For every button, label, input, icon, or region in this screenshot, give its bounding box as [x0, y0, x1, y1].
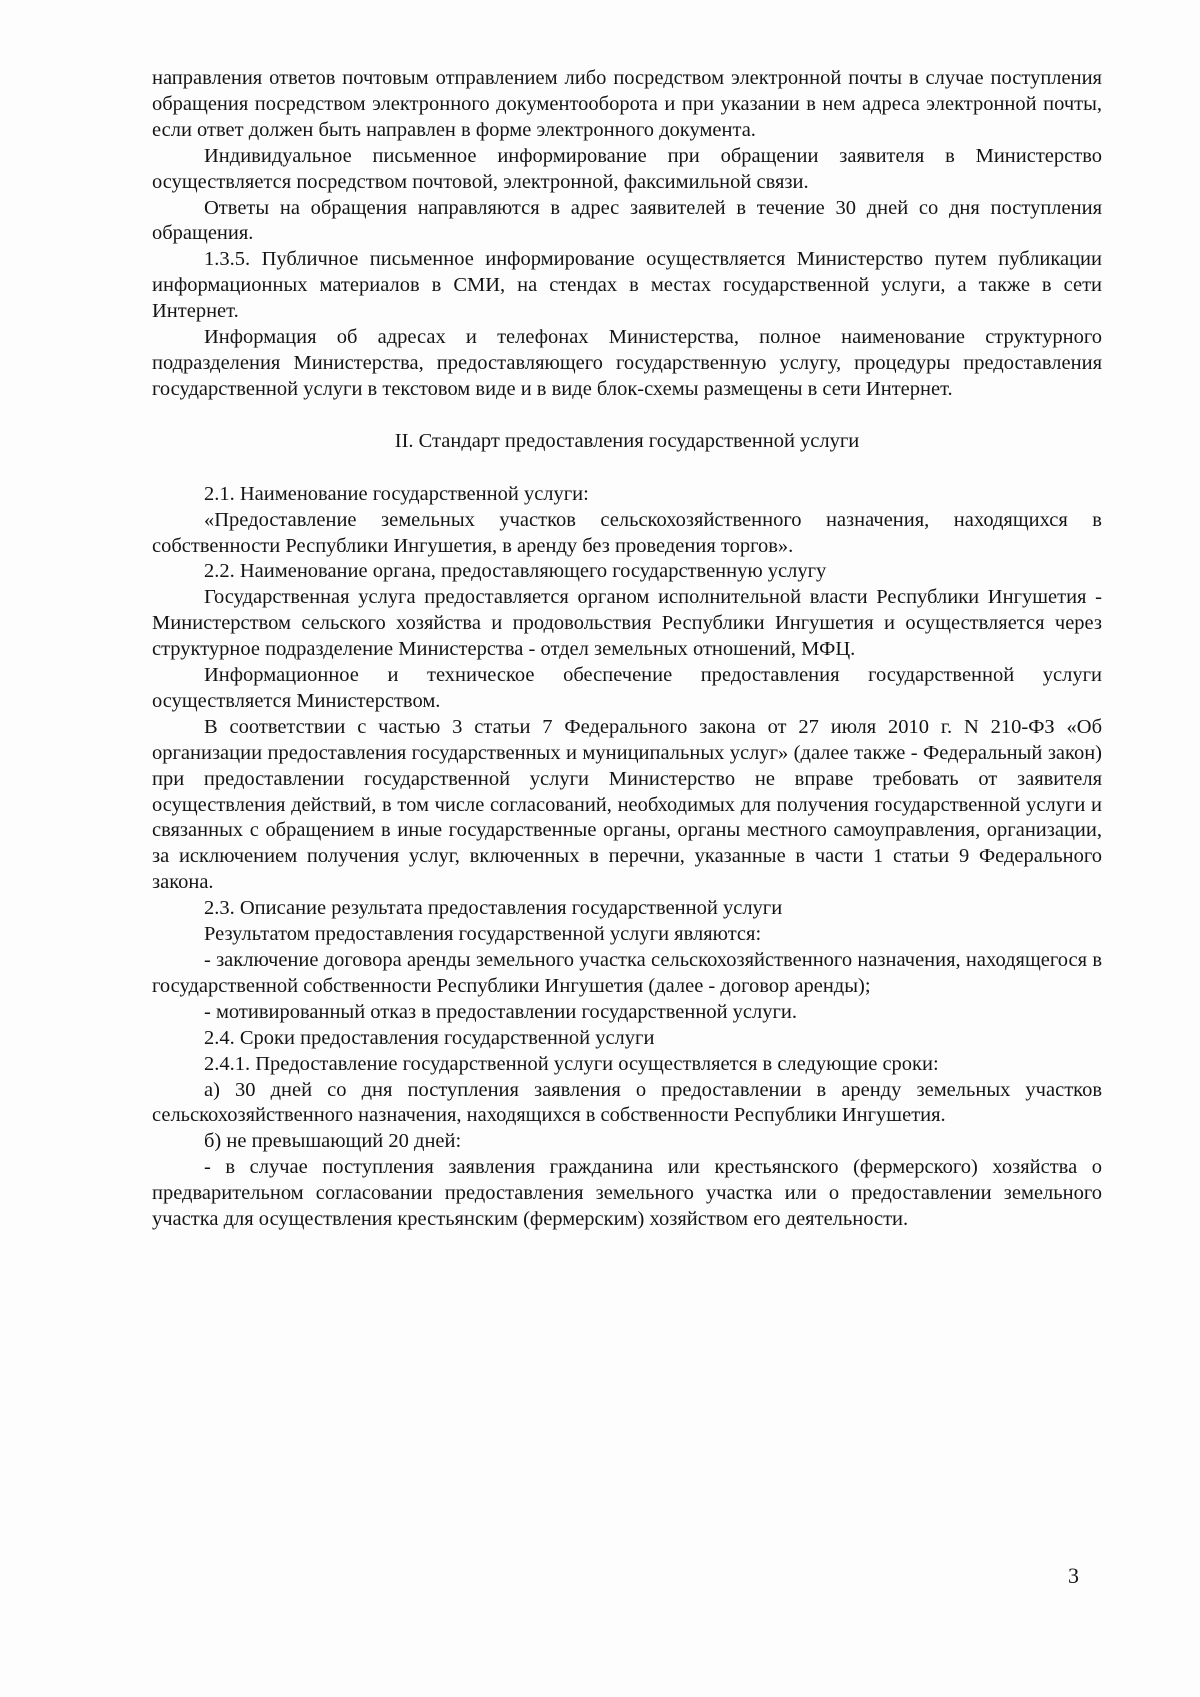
paragraph-technical-support: Информационное и техническое обеспечение предоставления государственной услуги осуществляется Министерством.	[152, 664, 1102, 712]
paragraph-2-4-1: 2.4.1. Предоставление государственной услуги осуществляется в следующие сроки:	[204, 1052, 939, 1075]
document-body	[152, 66, 1102, 1233]
paragraph-term-a: а) 30 дней со дня поступления заявления о предоставлении в аренду земельных участков сельскохозяйственного назначения, находящихся в собственности Республики Ингушетия.	[152, 1078, 1102, 1127]
page-number: 3	[1068, 1563, 1079, 1588]
paragraph-2-3: 2.3. Описание результата предоставления государственной услуги	[204, 897, 783, 920]
paragraph-1-3-5: 1.3.5. Публичное письменное информирование осуществляется Министерство путем публикации информационных материалов в СМИ, на стендах в местах государственной услуги, а также в сети Интернет.	[152, 248, 1102, 323]
paragraph-ministry-info: Информация об адресах и телефонах Министерства, полное наименование структурного подразделения Министерства, предоставляющего государственную услугу, процедуры предоставления государственной услуги в текстовом виде и в виде блок-схемы размещены в сети Интернет.	[152, 326, 1102, 400]
paragraph-result-lease: - заключение договора аренды земельного участка сельскохозяйственного назначения, находящегося в государственной собственности Республики Ингушетия (далее - договор аренды);	[152, 949, 1102, 997]
paragraph-result-refusal: - мотивированный отказ в предоставлении государственной услуги.	[204, 1000, 797, 1023]
paragraph-providing-authority: Государственная услуга предоставляется органом исполнительной власти Республики Ингушетия - Министерством сельского хозяйства и продовольствия Республики Ингушетия и осуществляется через структурное подразделение Министерства - отдел земельных отношений, МФЦ.	[152, 586, 1102, 661]
paragraph-continuation: направления ответов почтовым отправлением либо посредством электронной почты в случае поступления обращения посредством электронного документооборота и при указании в нем адреса электронной почты, если ответ должен быть направлен в форме электронного документа.	[152, 67, 1102, 141]
paragraph-2-4: 2.4. Сроки предоставления государственной услуги	[204, 1026, 655, 1049]
section-heading: II. Стандарт предоставления государственной услуги	[394, 429, 860, 452]
paragraph-result-intro: Результатом предоставления государственной услуги являются:	[204, 923, 762, 946]
paragraph-2-1: 2.1. Наименование государственной услуги:	[204, 482, 589, 505]
paragraph-federal-law: В соответствии с частью 3 статьи 7 Федерального закона от 27 июля 2010 г. N 210-ФЗ «Об организации предоставления государственных и муниципальных услуг» (далее также - Федеральный закон) при предоставлении государственной услуги Министерство не вправе требовать от заявителя осуществления действий, в том числе согласований, необходимых для получения государственной услуги и связанных с обращением в иные государственные органы, органы местного самоуправления, организации, за исключением получения услуг, включенных в перечни, указанные в части 1 статьи 9 Федерального закона.	[152, 715, 1102, 894]
paragraph-individual-informing: Индивидуальное письменное информирование при обращении заявителя в Министерство осуществляется посредством почтовой, электронной, факсимильной связи.	[152, 144, 1102, 193]
paragraph-service-name: «Предоставление земельных участков сельскохозяйственного назначения, находящихся в собственности Республики Ингушетия, в аренду без проведения торгов».	[152, 508, 1102, 557]
paragraph-term-b-case: - в случае поступления заявления гражданина или крестьянского (фермерского) хозяйства о предварительном согласовании предоставления земельного участка или о предоставлении земельного участка для осуществления крестьянским (фермерским) хозяйством его деятельности.	[152, 1156, 1102, 1231]
paragraph-term-b: б) не превышающий 20 дней:	[204, 1130, 462, 1153]
paragraph-response-deadline: Ответы на обращения направляются в адрес заявителей в течение 30 дней со дня поступления обращения.	[152, 196, 1102, 245]
paragraph-2-2: 2.2. Наименование органа, предоставляющего государственную услугу	[204, 560, 827, 583]
